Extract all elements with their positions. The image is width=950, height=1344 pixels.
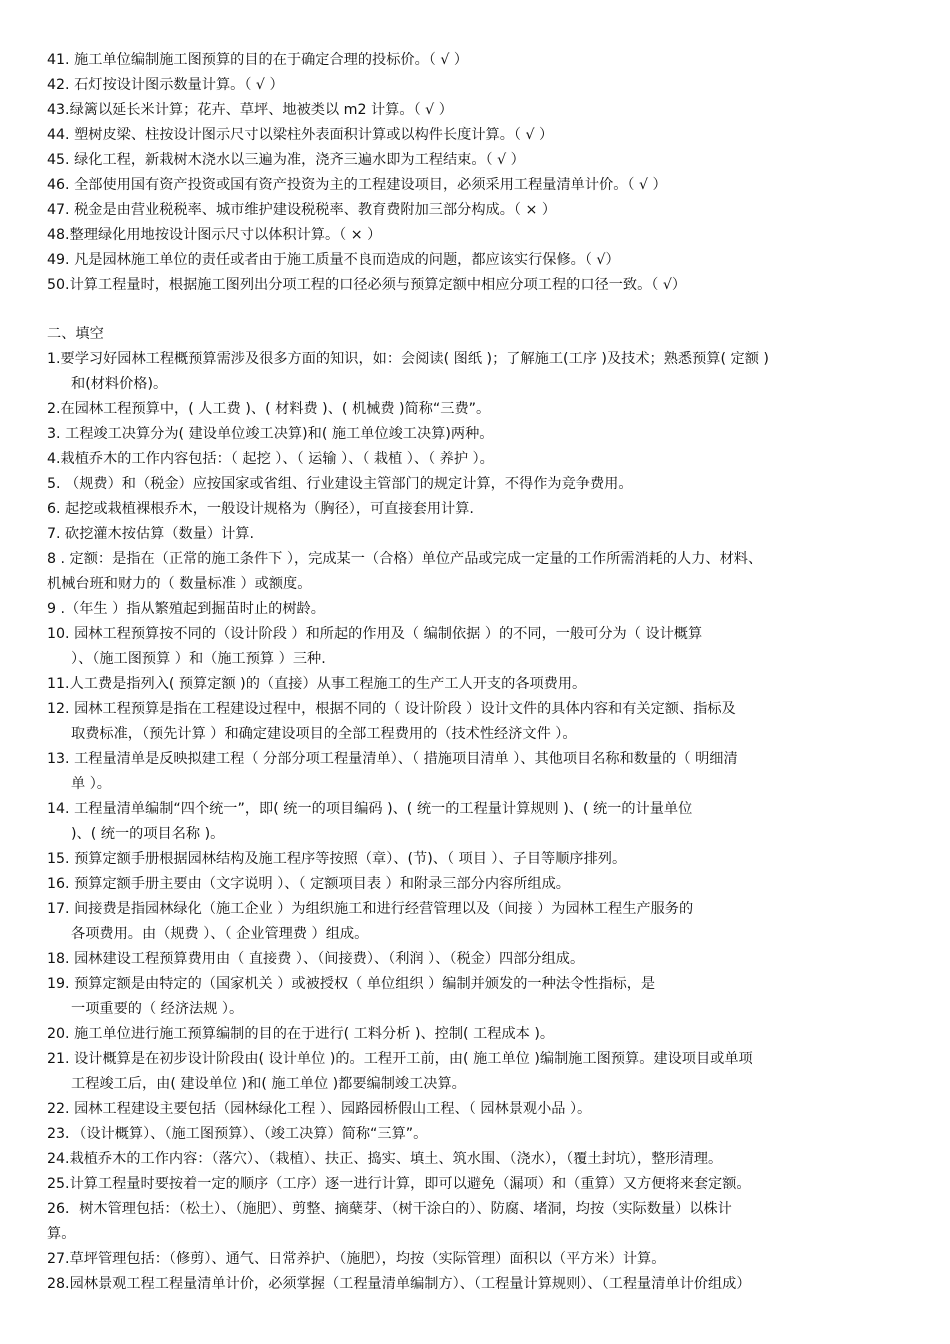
fill-item <box>47 1247 909 1272</box>
fill-item-continuation: 取费标准，（预先计算 ）和确定建设项目的全部工程费用的（技术性经济文件 ）。 <box>71 726 577 742</box>
fill-item-text: 25.计算工程量时要按着一定的顺序（工序）逐一进行计算，即可以避免（漏项）和（重算）又方便将来套定额。 <box>47 1176 751 1192</box>
fill-item-text: 10. 园林工程预算按不同的（设计阶段 ）和所起的作用及（ 编制依据 ）的不同，一般可分为（ 设计概算 <box>47 626 703 642</box>
fill-item-text: 14. 工程量清单编制“四个统一”，即( 统一的项目编码 )、( 统一的工程量计算规则 )、( 统一的计量单位 <box>47 801 693 817</box>
judge-item: 47. 税金是由营业税税率、城市维护建设税税率、教育费附加三部分构成。（ × ） <box>47 202 557 218</box>
fill-item <box>47 747 909 797</box>
fill-item-text: 6. 起挖或栽植裸根乔木，一般设计规格为（胸径），可直接套用计算. <box>47 501 474 517</box>
judge-item: 42. 石灯按设计图示数量计算。（ √ ） <box>47 77 284 93</box>
fill-item <box>47 847 909 872</box>
fill-item-continuation: 工程竣工后，由( 建设单位 )和( 施工单位 )都要编制竣工决算。 <box>71 1076 466 1092</box>
fill-item-text: 5. （规费）和（税金）应按国家或省组、行业建设主管部门的规定计算，不得作为竞争费用。 <box>47 476 633 492</box>
fill-item-text: 1.要学习好园林工程概预算需涉及很多方面的知识，如：会阅读( 图纸 )；了解施工(工序 )及技术；熟悉预算( 定额 ) <box>47 351 769 367</box>
fill-item <box>47 1197 909 1222</box>
fill-item <box>47 1022 909 1047</box>
fill-item <box>47 1122 909 1147</box>
fill-item-text: 17. 间接费是指园林绿化（施工企业 ）为组织施工和进行经营管理以及（间接 ）为园林工程生产服务的 <box>47 901 694 917</box>
fill-item <box>47 1047 909 1097</box>
fill-item-continuation: )、( 统一的项目名称 )。 <box>71 826 225 842</box>
fill-item-text: 21. 设计概算是在初步设计阶段由( 设计单位 )的。工程开工前，由( 施工单位 )编制施工图预算。建设项目或单项 <box>47 1051 753 1067</box>
fill-item <box>47 522 909 547</box>
fill-item <box>47 1172 909 1197</box>
fill-section <box>47 347 909 1297</box>
fill-item-text: 20. 施工单位进行施工预算编制的目的在于进行( 工料分析 )、控制( 工程成本 )。 <box>47 1026 555 1042</box>
fill-item-text: 4.栽植乔木的工作内容包括：（ 起挖 ）、（ 运输 ）、（ 栽植 ）、（ 养护 ）。 <box>47 451 494 467</box>
fill-item-text: 算。 <box>47 1226 76 1242</box>
fill-item <box>47 597 909 622</box>
judge-item: 45. 绿化工程，新栽树木浇水以三遍为准，浇齐三遍水即为工程结束。（ √ ） <box>47 152 525 168</box>
fill-item-text: 24.栽植乔木的工作内容：（落穴）、（栽植）、扶正、捣实、填土、筑水围、（浇水），（覆土封坑），整形清理。 <box>47 1151 723 1167</box>
fill-item-continuation: ）、（施工图预算 ）和（施工预算 ）三种. <box>71 651 326 667</box>
fill-item <box>47 572 909 597</box>
fill-item <box>47 472 909 497</box>
fill-item-text: 26．树木管理包括：（松土）、（施肥）、剪整、摘蘖芽、（树干涂白的）、防腐、堵洞，均按（实际数量）以株计 <box>47 1201 732 1217</box>
judge-item: 46. 全部使用国有资产投资或国有资产投资为主的工程建设项目，必须采用工程量清单计价。（ √ ） <box>47 177 667 193</box>
fill-item <box>47 947 909 972</box>
fill-item <box>47 497 909 522</box>
fill-item <box>47 797 909 847</box>
fill-item <box>47 547 909 572</box>
fill-item <box>47 347 909 397</box>
fill-item <box>47 672 909 697</box>
judge-item: 43.绿篱以延长米计算；花卉、草坪、地被类以 m2 计算。（ √ ） <box>47 102 453 118</box>
fill-item <box>47 872 909 897</box>
fill-item-text: 9 .（年生 ）指从繁殖起到掘苗时止的树龄。 <box>47 601 325 617</box>
fill-item-text: 16. 预算定额手册主要由（文字说明 ）、（ 定额项目表 ）和附录三部分内容所组成。 <box>47 876 570 892</box>
fill-item-text: 7. 砍挖灌木按估算（数量）计算. <box>47 526 254 542</box>
fill-item-text: 15. 预算定额手册根据园林结构及施工程序等按照（章）、(节)、（ 项目 ）、子目等顺序排列。 <box>47 851 627 867</box>
fill-item-text: 27.草坪管理包括：（修剪）、通气、日常养护、（施肥），均按（实际管理）面积以（平方米）计算。 <box>47 1251 666 1267</box>
section-gap <box>47 298 909 322</box>
fill-item-text: 13. 工程量清单是反映拟建工程（ 分部分项工程量清单）、（ 措施项目清单 ）、其他项目名称和数量的（ 明细清 <box>47 751 738 767</box>
fill-item-text: 23．（设计概算）、（施工图预算）、（竣工决算）简称“三算”。 <box>47 1126 428 1142</box>
fill-item-text: 3. 工程竣工决算分为( 建设单位竣工决算)和( 施工单位竣工决算)两种。 <box>47 426 494 442</box>
fill-item-continuation: 各项费用。由（规费 ）、（ 企业管理费 ）组成。 <box>71 926 369 942</box>
fill-item <box>47 1147 909 1172</box>
fill-item-text: 28.园林景观工程工程量清单计价，必须掌握（工程量清单编制方）、（工程量计算规则）、（工程量清单计价组成） <box>47 1276 751 1292</box>
fill-item-text: 22. 园林工程建设主要包括（园林绿化工程 ）、园路园桥假山工程、（ 园林景观小品 ）。 <box>47 1101 592 1117</box>
fill-item-continuation: 单 ）。 <box>71 776 111 792</box>
fill-item <box>47 697 909 747</box>
fill-item-continuation: 和(材料价格)。 <box>71 376 168 392</box>
fill-item <box>47 897 909 947</box>
fill-item-text: 8 . 定额：是指在（正常的施工条件下 ），完成某一（合格）单位产品或完成一定量的工作所需消耗的人力、材料、 <box>47 551 763 567</box>
fill-item-text: 机械台班和财力的（ 数量标准 ）或额度。 <box>47 576 312 592</box>
fill-item-text: 18. 园林建设工程预算费用由（ 直接费 ）、（间接费）、（利润 ）、（税金）四部分组成。 <box>47 951 585 967</box>
document-page <box>47 48 909 1297</box>
judge-section <box>47 48 909 298</box>
fill-item <box>47 397 909 422</box>
judge-item: 50.计算工程量时，根据施工图列出分项工程的口径必须与预算定额中相应分项工程的口径一致。（ √） <box>47 277 687 293</box>
fill-item <box>47 447 909 472</box>
fill-item <box>47 622 909 672</box>
section-title: 二、填空 <box>47 326 104 342</box>
fill-item-text: 12. 园林工程预算是指在工程建设过程中，根据不同的（ 设计阶段 ）设计文件的具体内容和有关定额、指标及 <box>47 701 736 717</box>
judge-item: 49. 凡是园林施工单位的责任或者由于施工质量不良而造成的问题，都应该实行保修。（ √） <box>47 252 620 268</box>
judge-item: 41. 施工单位编制施工图预算的目的在于确定合理的投标价。（ √ ） <box>47 52 469 68</box>
fill-item-continuation: 一项重要的（ 经济法规 ）。 <box>71 1001 244 1017</box>
fill-item <box>47 1097 909 1122</box>
fill-item <box>47 972 909 1022</box>
fill-item <box>47 1222 909 1247</box>
judge-item: 44. 塑树皮梁、柱按设计图示尺寸以梁柱外表面积计算或以构件长度计算。（ √ ） <box>47 127 554 143</box>
fill-item-text: 19. 预算定额是由特定的（国家机关 ）或被授权（ 单位组织 ）编制并颁发的一种法令性指标，是 <box>47 976 656 992</box>
judge-item: 48.整理绿化用地按设计图示尺寸以体积计算。（ × ） <box>47 227 382 243</box>
fill-item <box>47 422 909 447</box>
fill-item <box>47 1272 909 1297</box>
fill-item-text: 11.人工费是指列入( 预算定额 )的（直接）从事工程施工的生产工人开支的各项费用。 <box>47 676 587 692</box>
fill-item-text: 2.在园林工程预算中，( 人工费 )、( 材料费 )、( 机械费 )简称“三费”。 <box>47 401 491 417</box>
